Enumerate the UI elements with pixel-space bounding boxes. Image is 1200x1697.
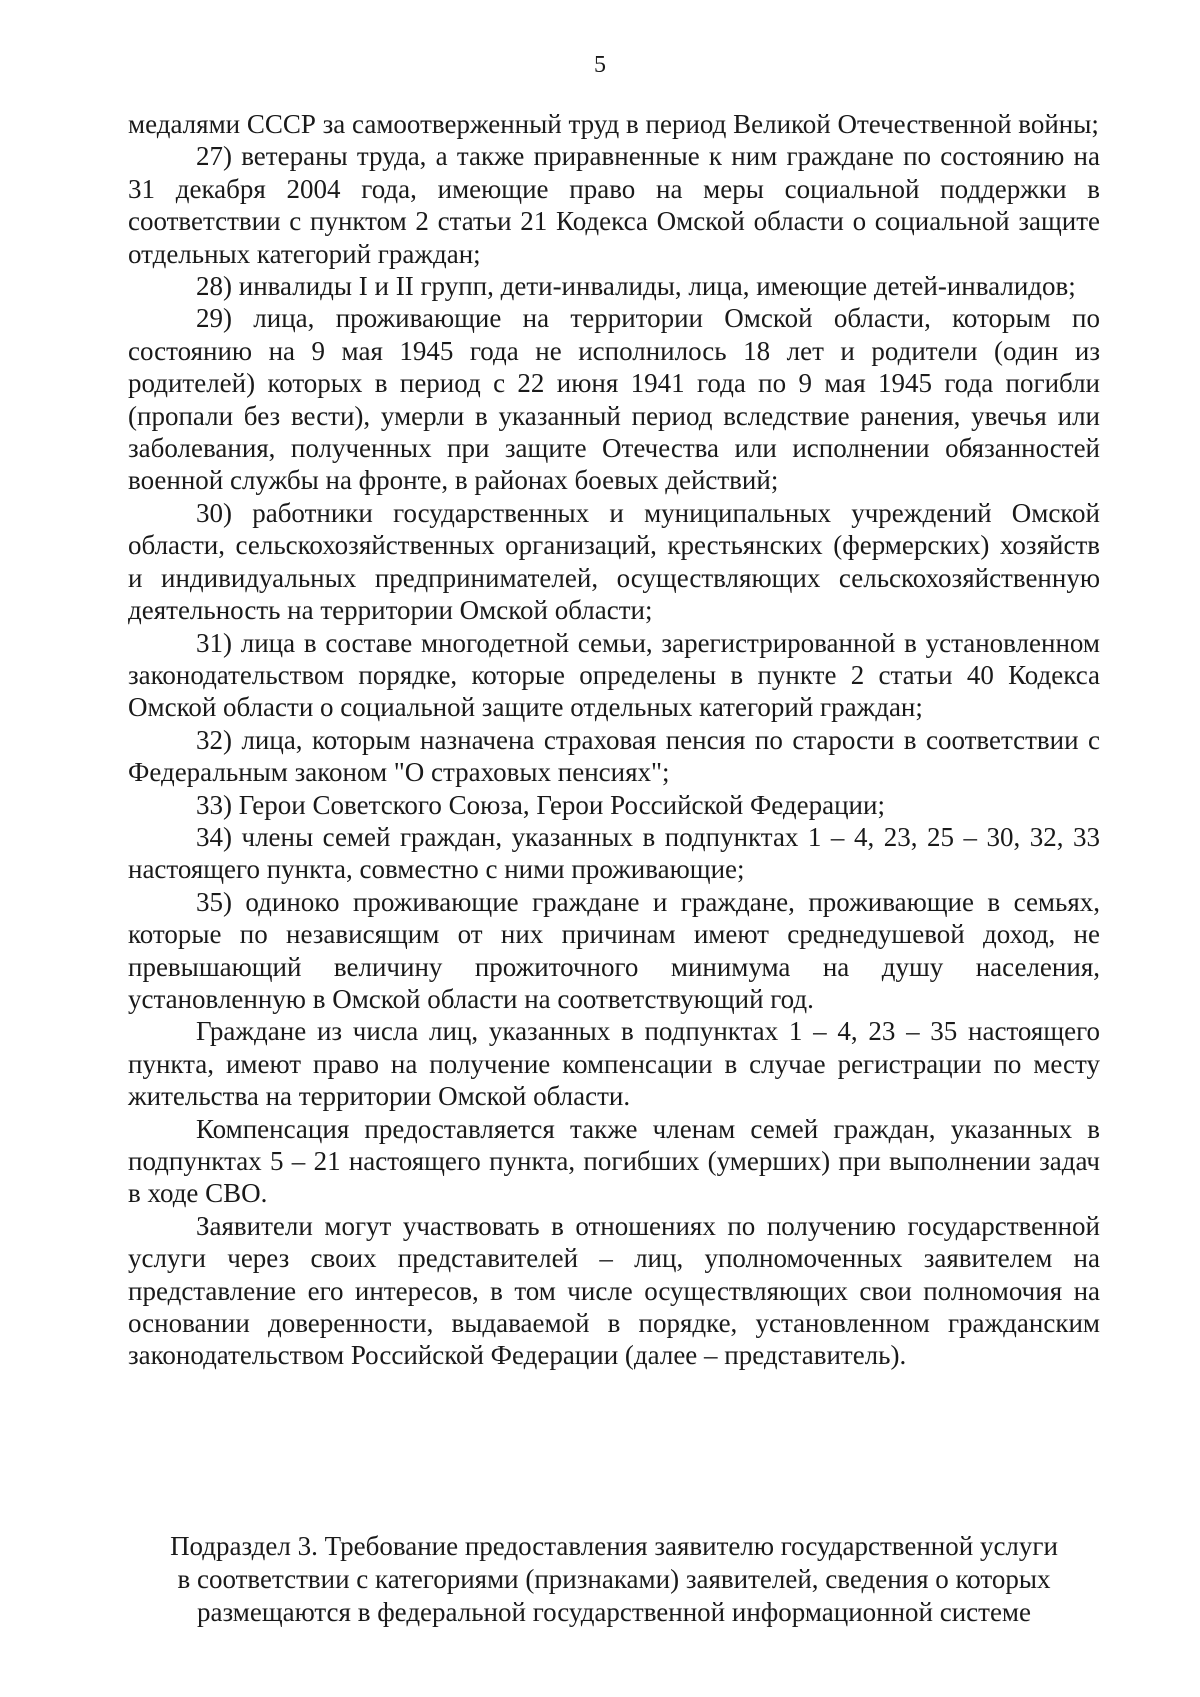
paragraph-item-27: 27) ветераны труда, а также приравненные к ним граждане по состоянию на 31 декабря 2004 года, имеющие право на меры социальной поддержки в соответствии с пунктом 2 статьи 21 Кодекса Омской области о социальной защите отдельных категорий граждан; <box>128 141 1100 269</box>
paragraph-item-29: 29) лица, проживающие на территории Омской области, которым по состоянию на 9 мая 1945 года не исполнилось 18 лет и родители (один из родителей) которых в период с 22 июня 1941 года по 9 мая 1945 года погибли (пропали без вести), умерли в указанный период вследствие ранения, увечья или заболевания, полученных при защите Отечества или исполнении обязанностей военной службы на фронте, в районах боевых действий; <box>128 303 1100 496</box>
paragraph-item-31: 31) лица в составе многодетной семьи, зарегистрированной в установленном законодательством порядке, которые определены в пункте 2 статьи 40 Кодекса Омской области о социальной защите отдельных категорий граждан; <box>128 627 1100 723</box>
page-number: 5 <box>594 52 606 78</box>
paragraph-item-32: 32) лица, которым назначена страховая пенсия по старости в соответствии с Федеральным законом "О страховых пенсиях"; <box>128 724 1100 788</box>
paragraph-continuation: медалями СССР за самоотверженный труд в период Великой Отечественной войны; <box>128 109 1099 139</box>
paragraph-item-34: 34) члены семей граждан, указанных в подпунктах 1 – 4, 23, 25 – 30, 32, 33 настоящего пункта, совместно с ними проживающие; <box>128 821 1100 885</box>
subsection-heading <box>128 1530 1100 1629</box>
document-body <box>128 108 1100 1372</box>
paragraph-item-30: 30) работники государственных и муниципальных учреждений Омской области, сельскохозяйственных организаций, крестьянских (фермерских) хозяйств и индивидуальных предпринимателей, осуществляющих сельскохозяйственную деятельность на территории Омской области; <box>128 497 1100 626</box>
paragraph-compensation-note: Компенсация предоставляется также членам семей граждан, указанных в подпунктах 5 – 21 настоящего пункта, погибших (умерших) при выполнении задач в ходе СВО. <box>128 1113 1100 1209</box>
paragraph-item-35: 35) одиноко проживающие граждане и граждане, проживающие в семьях, которые по независящим от них причинам имеют среднедушевой доход, не превышающий величину прожиточного минимума на душу населения, установленную в Омской области на соответствующий год. <box>128 886 1100 1014</box>
paragraph-item-28: 28) инвалиды I и II групп, дети-инвалиды, лица, имеющие детей-инвалидов; <box>196 271 1076 302</box>
paragraph-registration-note: Граждане из числа лиц, указанных в подпунктах 1 – 4, 23 – 35 настоящего пункта, имеют право на получение компенсации в случае регистрации по месту жительства на территории Омской области. <box>128 1016 1100 1112</box>
paragraph-representatives: Заявители могут участвовать в отношениях по получению государственной услуги через своих представителей – лиц, уполномоченных заявителем на представление его интересов, в том числе осуществляющих свои полномочия на основании доверенности, выдаваемой в порядке, установленном гражданским законодательством Российской Федерации (далее – представитель). <box>128 1210 1100 1371</box>
subsection-heading-line: в соответствии с категориями (признаками) заявителей, сведения о которых <box>177 1564 1051 1594</box>
subsection-heading-line: Подраздел 3. Требование предоставления заявителю государственной услуги <box>170 1531 1058 1561</box>
paragraph-item-33: 33) Герои Советского Союза, Герои Российской Федерации; <box>196 789 885 820</box>
subsection-heading-line: размещаются в федеральной государственной информационной системе <box>196 1597 1032 1627</box>
